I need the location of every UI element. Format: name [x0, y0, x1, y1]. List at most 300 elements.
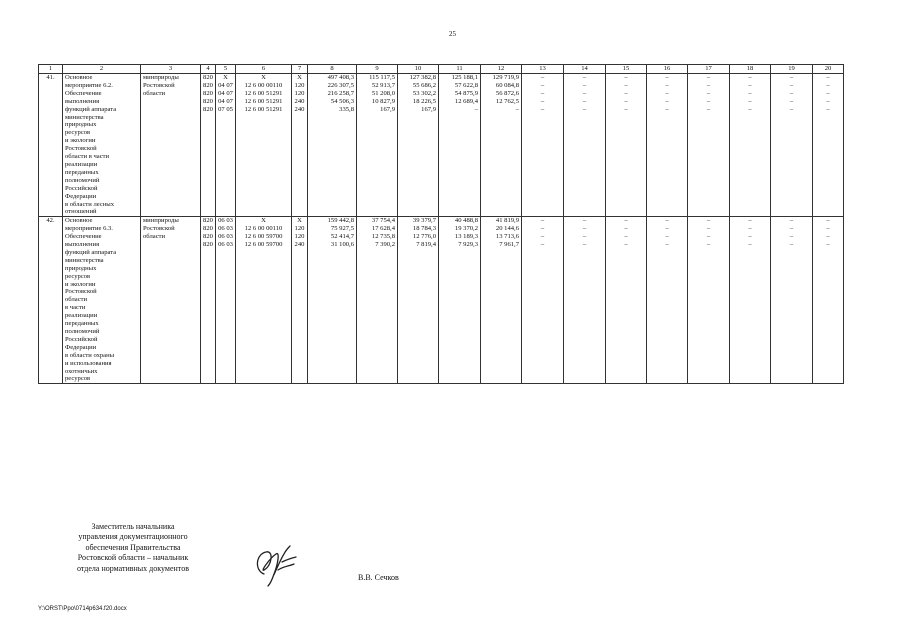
- activity-name-line: в части: [63, 304, 141, 312]
- cell-col-15: [606, 375, 647, 383]
- signatory-position: [58, 522, 208, 574]
- activity-name-line: Федерации: [63, 193, 141, 201]
- cell-col-14: [564, 352, 606, 360]
- cell-v12: 13 713,6: [481, 233, 522, 241]
- cell-col-17: [688, 208, 730, 216]
- cell-v12: [481, 312, 522, 320]
- cell-col-16: –: [647, 233, 688, 241]
- executor-line: [141, 360, 201, 368]
- cell-col-20: [813, 296, 844, 304]
- cell-col-18: –: [730, 98, 771, 106]
- cell-v9: [357, 169, 398, 177]
- cell-grbs: 820: [201, 241, 216, 249]
- table-row: [39, 375, 844, 383]
- cell-grbs: 820: [201, 82, 216, 90]
- cell-col-17: –: [688, 225, 730, 233]
- activity-name-line: министерства: [63, 257, 141, 265]
- cell-col-16: –: [647, 90, 688, 98]
- cell-col-17: –: [688, 74, 730, 82]
- cell-v8: [308, 328, 357, 336]
- activity-name-line: Ростовской: [63, 288, 141, 296]
- cell-vr: [292, 296, 308, 304]
- cell-rz: [216, 360, 236, 368]
- cell-col-15: [606, 328, 647, 336]
- cell-csr: [236, 201, 292, 209]
- cell-col-16: [647, 375, 688, 383]
- cell-grbs: [201, 320, 216, 328]
- cell-col-16: [647, 177, 688, 185]
- cell-csr: [236, 177, 292, 185]
- cell-col-13: –: [522, 233, 564, 241]
- table-row: [39, 225, 844, 233]
- cell-col-16: [647, 360, 688, 368]
- executor-line: минприроды: [141, 74, 201, 82]
- cell-col-15: –: [606, 233, 647, 241]
- executor-line: [141, 185, 201, 193]
- cell-rz: [216, 320, 236, 328]
- cell-col-16: [647, 352, 688, 360]
- cell-col-17: [688, 249, 730, 257]
- column-header: 13: [522, 65, 564, 74]
- cell-rz: [216, 312, 236, 320]
- activity-name-line: реализации: [63, 312, 141, 320]
- activity-name-line: Обеспечение: [63, 233, 141, 241]
- executor-line: [141, 328, 201, 336]
- cell-vr: 120: [292, 90, 308, 98]
- executor-line: [141, 265, 201, 273]
- signer-name: В.В. Сечков: [358, 573, 399, 582]
- cell-v8: [308, 121, 357, 129]
- cell-v8: [308, 304, 357, 312]
- row-number: [39, 225, 63, 233]
- cell-col-19: [771, 208, 813, 216]
- cell-col-15: –: [606, 225, 647, 233]
- cell-col-18: [730, 360, 771, 368]
- cell-csr: [236, 185, 292, 193]
- cell-rz: [216, 129, 236, 137]
- cell-col-20: [813, 137, 844, 145]
- row-number: [39, 273, 63, 281]
- row-number: [39, 360, 63, 368]
- cell-col-14: [564, 312, 606, 320]
- cell-v8: [308, 281, 357, 289]
- executor-line: Ростовской: [141, 225, 201, 233]
- cell-col-14: [564, 257, 606, 265]
- executor-line: минприроды: [141, 217, 201, 225]
- cell-v8: [308, 137, 357, 145]
- cell-col-16: [647, 114, 688, 122]
- cell-v9: [357, 328, 398, 336]
- cell-grbs: [201, 273, 216, 281]
- cell-v11: [439, 360, 481, 368]
- cell-col-19: [771, 169, 813, 177]
- cell-csr: [236, 208, 292, 216]
- table-row: [39, 145, 844, 153]
- position-line: Заместитель начальника: [91, 522, 175, 531]
- cell-col-18: [730, 312, 771, 320]
- cell-grbs: [201, 336, 216, 344]
- cell-col-20: –: [813, 217, 844, 225]
- cell-vr: X: [292, 217, 308, 225]
- cell-vr: [292, 375, 308, 383]
- cell-col-13: [522, 145, 564, 153]
- cell-csr: [236, 375, 292, 383]
- cell-v10: [398, 312, 439, 320]
- cell-v12: [481, 153, 522, 161]
- table-row: [39, 208, 844, 216]
- cell-col-14: –: [564, 90, 606, 98]
- cell-col-13: [522, 296, 564, 304]
- activity-name-line: Российской: [63, 185, 141, 193]
- column-header: 10: [398, 65, 439, 74]
- cell-v11: 7 929,3: [439, 241, 481, 249]
- cell-col-16: [647, 208, 688, 216]
- cell-csr: [236, 193, 292, 201]
- cell-col-19: [771, 114, 813, 122]
- cell-v11: [439, 185, 481, 193]
- cell-col-15: [606, 257, 647, 265]
- cell-v12: [481, 296, 522, 304]
- cell-v9: [357, 145, 398, 153]
- cell-v9: [357, 201, 398, 209]
- cell-col-17: [688, 193, 730, 201]
- cell-csr: [236, 265, 292, 273]
- cell-col-16: [647, 344, 688, 352]
- cell-vr: [292, 129, 308, 137]
- cell-rz: 07 05: [216, 106, 236, 114]
- cell-v11: [439, 161, 481, 169]
- table-row: [39, 217, 844, 225]
- activity-name-line: функций аппарата: [63, 106, 141, 114]
- cell-col-13: [522, 208, 564, 216]
- cell-col-18: –: [730, 225, 771, 233]
- cell-col-18: [730, 352, 771, 360]
- table-row: [39, 74, 844, 82]
- cell-rz: [216, 352, 236, 360]
- cell-col-14: [564, 288, 606, 296]
- cell-col-13: [522, 153, 564, 161]
- cell-v11: [439, 320, 481, 328]
- cell-col-15: [606, 296, 647, 304]
- executor-line: [141, 344, 201, 352]
- cell-col-15: [606, 281, 647, 289]
- cell-col-20: [813, 161, 844, 169]
- cell-col-14: –: [564, 74, 606, 82]
- cell-col-14: [564, 320, 606, 328]
- cell-col-20: [813, 153, 844, 161]
- cell-col-18: [730, 296, 771, 304]
- row-number: 42.: [39, 217, 63, 225]
- column-header: 19: [771, 65, 813, 74]
- cell-grbs: [201, 375, 216, 383]
- cell-v8: [308, 344, 357, 352]
- cell-col-19: –: [771, 233, 813, 241]
- column-header: 1: [39, 65, 63, 74]
- cell-rz: [216, 344, 236, 352]
- cell-v9: [357, 249, 398, 257]
- cell-rz: [216, 201, 236, 209]
- executor-line: [141, 281, 201, 289]
- cell-rz: [216, 177, 236, 185]
- column-header: 14: [564, 65, 606, 74]
- cell-rz: [216, 336, 236, 344]
- cell-v12: [481, 161, 522, 169]
- cell-v10: [398, 114, 439, 122]
- cell-col-19: [771, 153, 813, 161]
- cell-col-17: –: [688, 106, 730, 114]
- handwritten-signature: [250, 540, 302, 588]
- row-number: [39, 185, 63, 193]
- cell-grbs: [201, 360, 216, 368]
- cell-col-14: [564, 304, 606, 312]
- cell-v9: 12 735,8: [357, 233, 398, 241]
- cell-grbs: 820: [201, 217, 216, 225]
- activity-name-line: функций аппарата: [63, 249, 141, 257]
- cell-v12: 7 961,7: [481, 241, 522, 249]
- cell-csr: [236, 312, 292, 320]
- activity-name-line: области в части: [63, 153, 141, 161]
- cell-col-17: [688, 336, 730, 344]
- cell-vr: [292, 368, 308, 376]
- cell-rz: 04 07: [216, 98, 236, 106]
- cell-v10: [398, 368, 439, 376]
- cell-col-18: [730, 137, 771, 145]
- position-line: управления документационного: [78, 532, 188, 542]
- cell-v10: [398, 193, 439, 201]
- cell-v9: [357, 265, 398, 273]
- cell-v12: [481, 265, 522, 273]
- executor-line: [141, 145, 201, 153]
- cell-v10: 39 379,7: [398, 217, 439, 225]
- cell-col-18: [730, 257, 771, 265]
- column-header: 7: [292, 65, 308, 74]
- cell-col-13: –: [522, 217, 564, 225]
- cell-rz: 04 07: [216, 82, 236, 90]
- cell-col-13: [522, 288, 564, 296]
- cell-col-14: [564, 169, 606, 177]
- cell-v9: [357, 344, 398, 352]
- cell-col-16: [647, 161, 688, 169]
- cell-col-15: [606, 344, 647, 352]
- cell-col-18: [730, 281, 771, 289]
- cell-csr: 12 6 00 59700: [236, 233, 292, 241]
- cell-col-18: –: [730, 241, 771, 249]
- cell-v8: [308, 273, 357, 281]
- cell-vr: [292, 328, 308, 336]
- cell-col-16: [647, 257, 688, 265]
- cell-v8: [308, 129, 357, 137]
- position-line: обеспечения Правительства: [85, 542, 181, 552]
- cell-grbs: [201, 312, 216, 320]
- cell-grbs: [201, 129, 216, 137]
- cell-col-13: [522, 273, 564, 281]
- cell-csr: 12 6 00 59700: [236, 241, 292, 249]
- cell-v12: [481, 281, 522, 289]
- cell-col-20: [813, 304, 844, 312]
- cell-col-13: –: [522, 74, 564, 82]
- cell-v11: [439, 368, 481, 376]
- cell-col-19: [771, 304, 813, 312]
- executor-line: [141, 153, 201, 161]
- cell-v9: 115 117,5: [357, 74, 398, 82]
- cell-col-17: [688, 312, 730, 320]
- activity-name-line: Ростовской: [63, 145, 141, 153]
- cell-col-15: [606, 249, 647, 257]
- cell-csr: [236, 249, 292, 257]
- cell-col-14: [564, 344, 606, 352]
- executor-line: [141, 241, 201, 249]
- cell-col-13: [522, 304, 564, 312]
- cell-rz: [216, 208, 236, 216]
- budget-table: [38, 64, 844, 384]
- activity-name-line: Федерации: [63, 344, 141, 352]
- cell-col-15: [606, 145, 647, 153]
- executor-line: [141, 169, 201, 177]
- cell-col-19: [771, 296, 813, 304]
- cell-v11: [439, 273, 481, 281]
- cell-v8: 54 506,3: [308, 98, 357, 106]
- cell-v11: 54 875,9: [439, 90, 481, 98]
- cell-col-13: [522, 312, 564, 320]
- cell-v9: [357, 129, 398, 137]
- cell-grbs: 820: [201, 106, 216, 114]
- cell-rz: [216, 304, 236, 312]
- cell-rz: [216, 265, 236, 273]
- row-number: [39, 129, 63, 137]
- cell-csr: 12 6 00 00110: [236, 82, 292, 90]
- activity-name-line: отношений: [63, 208, 141, 216]
- cell-v8: 216 258,7: [308, 90, 357, 98]
- cell-v10: [398, 169, 439, 177]
- executor-line: [141, 312, 201, 320]
- cell-v12: [481, 273, 522, 281]
- column-header: 8: [308, 65, 357, 74]
- cell-col-17: [688, 352, 730, 360]
- cell-col-16: –: [647, 106, 688, 114]
- cell-rz: [216, 375, 236, 383]
- cell-col-19: [771, 368, 813, 376]
- cell-grbs: [201, 249, 216, 257]
- cell-v8: 75 927,5: [308, 225, 357, 233]
- activity-name-line: переданных: [63, 169, 141, 177]
- row-number: [39, 257, 63, 265]
- cell-v8: [308, 296, 357, 304]
- cell-v10: [398, 153, 439, 161]
- cell-col-20: [813, 273, 844, 281]
- cell-col-14: [564, 193, 606, 201]
- cell-col-14: [564, 368, 606, 376]
- cell-col-17: [688, 288, 730, 296]
- cell-v11: [439, 257, 481, 265]
- cell-col-17: –: [688, 241, 730, 249]
- cell-col-15: [606, 161, 647, 169]
- cell-col-18: –: [730, 82, 771, 90]
- cell-csr: [236, 352, 292, 360]
- cell-v9: [357, 312, 398, 320]
- cell-grbs: 820: [201, 233, 216, 241]
- cell-col-19: [771, 121, 813, 129]
- cell-col-13: –: [522, 98, 564, 106]
- activity-name-line: мероприятие 6.2.: [63, 82, 141, 90]
- cell-v10: [398, 375, 439, 383]
- cell-rz: 06 03: [216, 233, 236, 241]
- cell-col-18: –: [730, 90, 771, 98]
- cell-vr: [292, 153, 308, 161]
- cell-v10: 7 819,4: [398, 241, 439, 249]
- cell-col-14: [564, 114, 606, 122]
- cell-col-19: [771, 352, 813, 360]
- executor-line: [141, 201, 201, 209]
- activity-name-line: Российской: [63, 336, 141, 344]
- cell-col-13: [522, 352, 564, 360]
- table-row: [39, 344, 844, 352]
- cell-v8: [308, 375, 357, 383]
- activity-name-line: полномочий: [63, 328, 141, 336]
- cell-col-15: [606, 368, 647, 376]
- cell-grbs: [201, 296, 216, 304]
- cell-col-19: –: [771, 241, 813, 249]
- cell-vr: [292, 249, 308, 257]
- table-row: [39, 161, 844, 169]
- row-number: [39, 114, 63, 122]
- cell-col-20: [813, 328, 844, 336]
- cell-v9: [357, 153, 398, 161]
- cell-col-18: [730, 121, 771, 129]
- row-number: [39, 177, 63, 185]
- cell-col-15: [606, 352, 647, 360]
- cell-v12: [481, 257, 522, 265]
- cell-v9: 10 827,9: [357, 98, 398, 106]
- cell-rz: 06 03: [216, 217, 236, 225]
- row-number: [39, 161, 63, 169]
- cell-col-19: [771, 145, 813, 153]
- cell-col-13: [522, 320, 564, 328]
- cell-v10: [398, 137, 439, 145]
- cell-col-15: [606, 312, 647, 320]
- cell-grbs: [201, 153, 216, 161]
- cell-v10: [398, 201, 439, 209]
- cell-col-17: [688, 304, 730, 312]
- cell-vr: [292, 185, 308, 193]
- cell-col-18: [730, 169, 771, 177]
- cell-v10: [398, 273, 439, 281]
- cell-col-15: [606, 177, 647, 185]
- cell-v9: [357, 375, 398, 383]
- activity-name-line: реализации: [63, 161, 141, 169]
- executor-line: области: [141, 90, 201, 98]
- cell-v11: [439, 177, 481, 185]
- cell-v9: 17 628,4: [357, 225, 398, 233]
- cell-grbs: [201, 177, 216, 185]
- cell-v12: 41 819,9: [481, 217, 522, 225]
- cell-csr: [236, 344, 292, 352]
- cell-v8: [308, 336, 357, 344]
- cell-v11: [439, 137, 481, 145]
- cell-col-15: –: [606, 106, 647, 114]
- activity-name-line: полномочий: [63, 177, 141, 185]
- row-number: [39, 320, 63, 328]
- cell-col-16: [647, 328, 688, 336]
- cell-v11: [439, 114, 481, 122]
- cell-col-20: –: [813, 225, 844, 233]
- cell-col-14: [564, 137, 606, 145]
- row-number: [39, 121, 63, 129]
- cell-v11: [439, 265, 481, 273]
- executor-line: [141, 98, 201, 106]
- cell-col-14: [564, 281, 606, 289]
- executor-line: [141, 129, 201, 137]
- row-number: [39, 296, 63, 304]
